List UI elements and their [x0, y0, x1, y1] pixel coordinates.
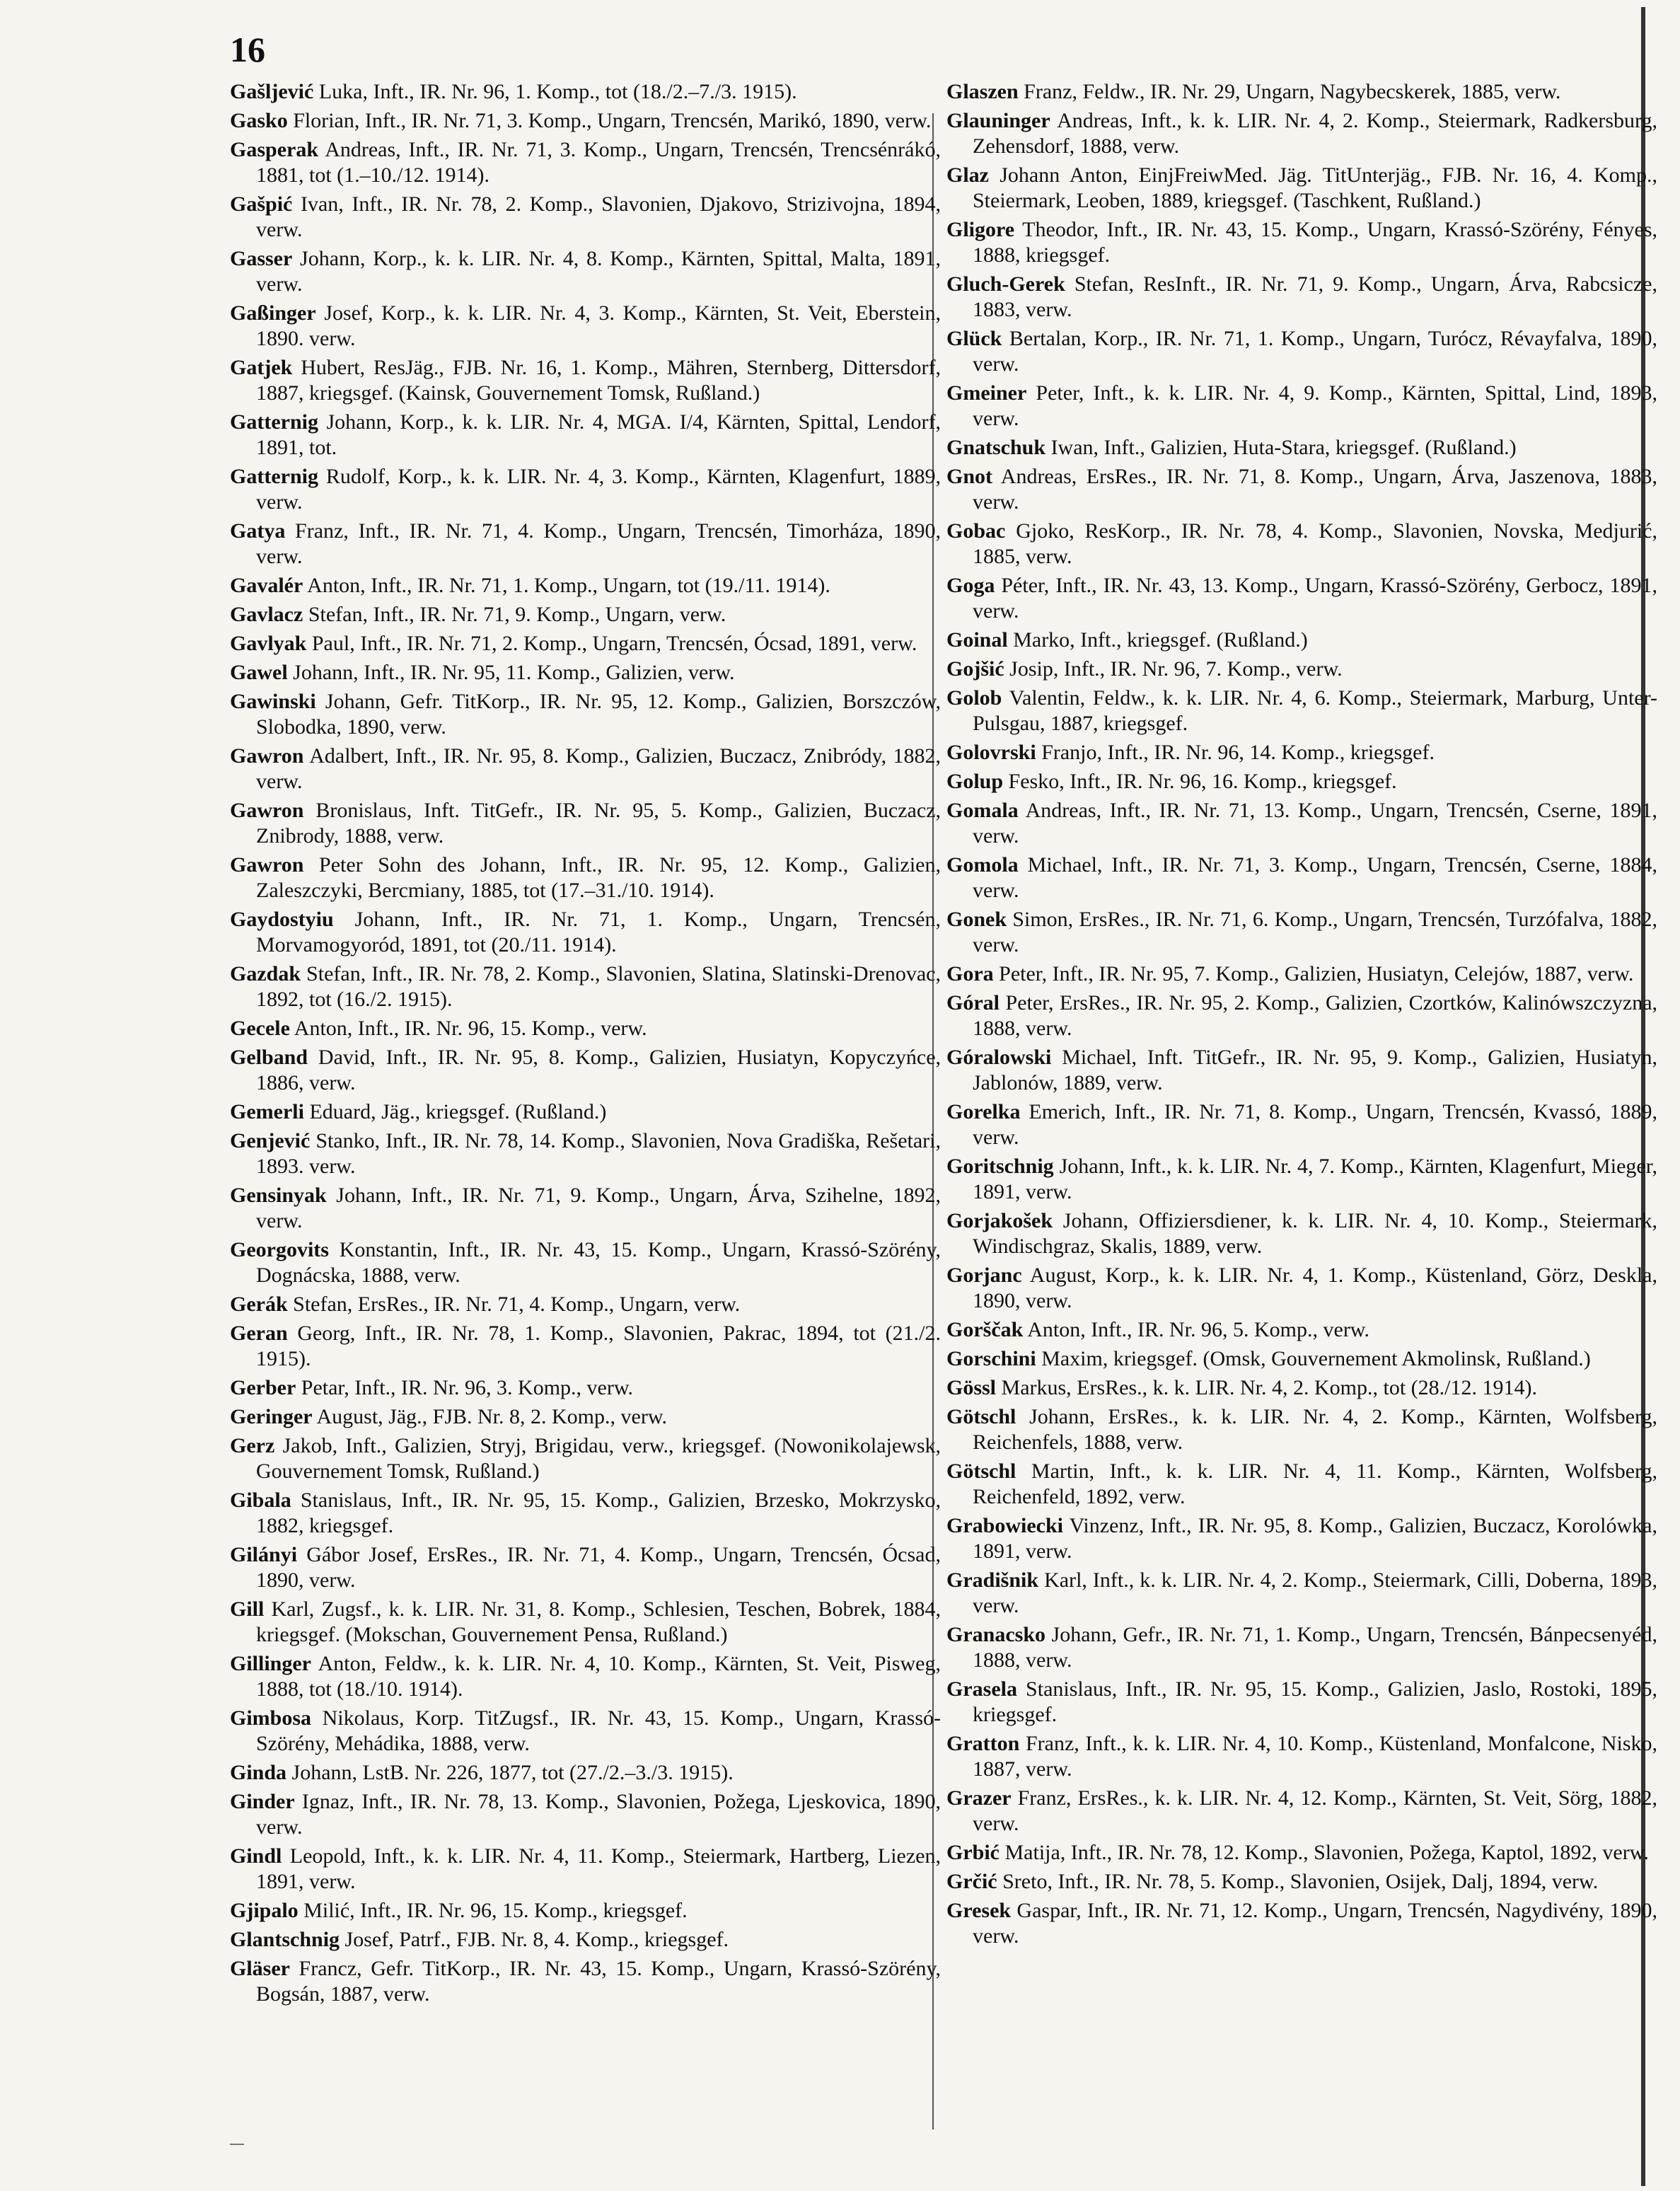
list-entry — [946, 907, 1657, 958]
entry-surname: Gradišnik — [946, 1568, 1039, 1592]
entry-surname: Gnatschuk — [946, 436, 1046, 459]
list-entry — [230, 1927, 941, 1953]
entry-surname: Grčić — [946, 1870, 997, 1893]
entry-details: Eduard, Jäg., kriegsgef. (Rußland.) — [309, 1100, 607, 1123]
entry-details: Stanislaus, Inft., IR. Nr. 95, 15. Komp., Galizien, Brzesko, Mokrzysko, 1882, kriegsgef. — [256, 1488, 942, 1537]
list-entry — [230, 192, 941, 243]
entry-surname: Gašljević — [230, 80, 314, 103]
entry-details: Stefan, Inft., IR. Nr. 78, 2. Komp., Slavonien, Slatina, Slatinski-Drenovac, 1892, tot (16./2. 1915). — [256, 962, 941, 1011]
list-entry — [946, 1045, 1657, 1096]
entry-surname: Góral — [946, 991, 1000, 1014]
entry-details: August, Korp., k. k. LIR. Nr. 4, 1. Komp., Küstenland, Görz, Deskla, 1890, verw. — [973, 1264, 1657, 1312]
list-entry — [230, 410, 941, 461]
entry-surname: Ginder — [230, 1790, 295, 1813]
list-entry — [946, 1317, 1657, 1343]
entry-details: Peter, Inft., k. k. LIR. Nr. 4, 9. Komp., Kärnten, Spittal, Lind, 1893, verw. — [973, 381, 1658, 430]
entry-details: Marko, Inft., kriegsgef. (Rußland.) — [1013, 628, 1308, 652]
entry-surname: Gligore — [946, 218, 1015, 241]
entry-surname: Glauninger — [946, 109, 1050, 132]
list-entry — [230, 1898, 941, 1924]
list-entry — [946, 740, 1657, 765]
list-entry — [946, 1677, 1657, 1728]
entry-surname: Gawron — [230, 744, 304, 768]
list-entry — [946, 798, 1657, 849]
entry-surname: Gorjakošek — [946, 1209, 1053, 1232]
entry-surname: Gillinger — [230, 1652, 311, 1675]
entry-details: Johann, Inft., IR. Nr. 95, 11. Komp., Galizien, verw. — [293, 661, 735, 684]
list-entry — [230, 355, 941, 406]
list-entry — [946, 1869, 1657, 1895]
entry-details: Michael, Inft., IR. Nr. 71, 3. Komp., Ungarn, Trencsén, Cserne, 1884, verw. — [973, 853, 1657, 902]
list-entry — [230, 1375, 941, 1401]
list-entry — [230, 573, 941, 599]
entry-surname: Granacsko — [946, 1623, 1046, 1646]
list-entry — [946, 163, 1657, 214]
entry-surname: Golup — [946, 770, 1004, 793]
list-entry — [946, 961, 1657, 987]
list-entry — [946, 1208, 1657, 1259]
list-entry — [230, 1321, 941, 1372]
footer-mark — [230, 2144, 244, 2145]
entry-surname: Gatya — [230, 519, 286, 543]
list-entry — [230, 1597, 941, 1648]
entry-surname: Gelband — [230, 1046, 308, 1069]
list-entry — [946, 990, 1657, 1041]
entry-details: Markus, ErsRes., k. k. LIR. Nr. 4, 2. Komp., tot (28./12. 1914). — [1001, 1376, 1537, 1399]
list-entry — [230, 1045, 941, 1096]
list-entry — [946, 1731, 1657, 1782]
entry-surname: Gasser — [230, 247, 293, 270]
entry-surname: Gössl — [946, 1376, 997, 1399]
list-entry — [946, 381, 1657, 432]
entry-details: Nikolaus, Korp. TitZugsf., IR. Nr. 43, 15. Komp., Ungarn, Krassó-Szörény, Mehádika, 1888, verw. — [256, 1706, 942, 1755]
entry-details: Peter Sohn des Johann, Inft., IR. Nr. 95, 12. Komp., Galizien, Zaleszczyki, Bercmiany, 1885, tot (17.–31./10. 1914). — [256, 853, 941, 902]
entry-details: Franjo, Inft., IR. Nr. 96, 14. Komp., kriegsgef. — [1041, 741, 1435, 764]
list-entry — [230, 631, 941, 657]
entry-details: Andreas, ErsRes., IR. Nr. 71, 8. Komp., Ungarn, Árva, Jaszenova, 1883, verw. — [973, 465, 1657, 514]
entry-details: Martin, Inft., k. k. LIR. Nr. 4, 11. Komp., Kärnten, Wolfsberg, Reichenfeld, 1892, verw. — [973, 1459, 1658, 1508]
entry-surname: Gluch-Gerek — [946, 272, 1065, 296]
entry-details: Josef, Patrf., FJB. Nr. 8, 4. Komp., kriegsgef. — [344, 1928, 729, 1951]
entry-details: Josef, Korp., k. k. LIR. Nr. 4, 3. Komp., Kärnten, St. Veit, Eberstein, 1890. verw. — [256, 301, 941, 350]
entry-surname: Góralowski — [946, 1046, 1052, 1069]
list-entry — [230, 1128, 941, 1179]
entry-details: Johann, Inft., k. k. LIR. Nr. 4, 7. Komp., Kärnten, Klagenfurt, Mieger, 1891, verw. — [973, 1155, 1657, 1203]
entry-surname: Gawinski — [230, 690, 316, 713]
list-entry — [230, 1433, 941, 1484]
entry-surname: Gawron — [230, 799, 304, 822]
list-entry — [946, 769, 1657, 794]
entry-details: Anton, Inft., IR. Nr. 96, 5. Komp., verw. — [1027, 1318, 1370, 1341]
entry-details: Anton, Inft., IR. Nr. 96, 15. Komp., verw. — [294, 1017, 647, 1040]
entry-details: Hubert, ResJäg., FJB. Nr. 16, 1. Komp., Mähren, Sternberg, Dittersdorf, 1887, kriegsgef. (Kainsk, Gouvernement Tomsk, Rußland.) — [256, 356, 942, 405]
entry-surname: Grazer — [946, 1786, 1012, 1810]
left-column — [230, 79, 941, 2011]
entry-details: Michael, Inft. TitGefr., IR. Nr. 95, 9. Komp., Galizien, Husiatyn, Jablonów, 1889, verw. — [973, 1046, 1657, 1094]
entry-surname: Gatternig — [230, 465, 318, 488]
entry-surname: Gilányi — [230, 1543, 298, 1566]
entry-surname: Goritschnig — [946, 1155, 1054, 1178]
entry-details: Valentin, Feldw., k. k. LIR. Nr. 4, 6. Komp., Steiermark, Marburg, Unter-Pulsgau, 1887, kriegsgef. — [973, 686, 1657, 735]
entry-surname: Gnot — [946, 465, 993, 488]
list-entry — [946, 1459, 1657, 1510]
entry-surname: Gazdak — [230, 962, 301, 985]
entry-details: Johann, Gefr., IR. Nr. 71, 1. Komp., Ungarn, Trencsén, Bánpecsenyéd, 1888, verw. — [973, 1623, 1657, 1672]
entry-details: Stanislaus, Inft., IR. Nr. 95, 15. Komp., Galizien, Jaslo, Rostoki, 1895, kriegsgef. — [973, 1677, 1658, 1726]
entry-surname: Gläser — [230, 1957, 290, 1980]
entry-surname: Gatternig — [230, 410, 318, 434]
entry-surname: Gorščak — [946, 1318, 1024, 1341]
list-entry — [230, 1844, 941, 1895]
entry-details: Ivan, Inft., IR. Nr. 78, 2. Komp., Slavonien, Djakovo, Strizivojna, 1894, verw. — [256, 192, 942, 241]
entry-surname: Götschl — [946, 1459, 1016, 1483]
list-entry — [946, 1622, 1657, 1673]
entry-surname: Gasperak — [230, 138, 319, 161]
entry-surname: Genjević — [230, 1129, 311, 1152]
entry-surname: Gomala — [946, 799, 1019, 822]
entry-details: Luka, Inft., IR. Nr. 96, 1. Komp., tot (18./2.–7./3. 1915). — [318, 80, 797, 103]
entry-details: Bertalan, Korp., IR. Nr. 71, 1. Komp., Ungarn, Turócz, Révayfalva, 1890, verw. — [973, 327, 1657, 376]
entry-surname: Gerber — [230, 1376, 296, 1399]
entry-details: Franz, ErsRes., k. k. LIR. Nr. 4, 12. Komp., Kärnten, St. Veit, Sörg, 1882, verw. — [973, 1786, 1657, 1835]
entry-surname: Gatjek — [230, 356, 293, 379]
entry-details: David, Inft., IR. Nr. 95, 8. Komp., Galizien, Husiatyn, Kopyczyńce, 1886, verw. — [256, 1046, 942, 1094]
list-entry — [230, 1404, 941, 1430]
entry-details: Ignaz, Inft., IR. Nr. 78, 13. Komp., Slavonien, Požega, Ljeskovica, 1890, verw. — [256, 1790, 942, 1839]
list-entry — [946, 1898, 1657, 1949]
entry-details: Andreas, Inft., IR. Nr. 71, 13. Komp., Ungarn, Trencsén, Cserne, 1891, verw. — [973, 799, 1657, 848]
entry-details: Josip, Inft., IR. Nr. 96, 7. Komp., verw. — [1009, 657, 1343, 681]
list-entry — [946, 686, 1657, 736]
list-entry — [946, 1346, 1657, 1372]
entry-surname: Golob — [946, 686, 1002, 710]
entry-details: Anton, Inft., IR. Nr. 71, 1. Komp., Ungarn, tot (19./11. 1914). — [307, 574, 830, 597]
entry-details: Leopold, Inft., k. k. LIR. Nr. 4, 11. Komp., Steiermark, Hartberg, Liezen, 1891, verw. — [256, 1844, 942, 1893]
entry-details: Gjoko, ResKorp., IR. Nr. 78, 4. Komp., Slavonien, Novska, Medjurić, 1885, verw. — [973, 519, 1658, 568]
entry-surname: Gomola — [946, 853, 1019, 877]
list-entry — [946, 657, 1657, 682]
entry-details: Maxim, kriegsgef. (Omsk, Gouvernement Akmolinsk, Rußland.) — [1041, 1347, 1591, 1370]
list-entry — [946, 1375, 1657, 1401]
entry-surname: Gonek — [946, 908, 1007, 931]
entry-details: Johann, Korp., k. k. LIR. Nr. 4, MGA. I/4, Kärnten, Spittal, Lendorf, 1891, tot. — [256, 410, 942, 459]
list-entry — [230, 1956, 941, 2007]
list-entry — [946, 1263, 1657, 1314]
entry-details: Peter, ErsRes., IR. Nr. 95, 2. Komp., Galizien, Czortków, Kalinówszczyzna, 1888, verw. — [973, 991, 1658, 1040]
list-entry — [946, 326, 1657, 377]
entry-surname: Gemerli — [230, 1100, 304, 1123]
list-entry — [230, 1789, 941, 1840]
list-entry — [946, 464, 1657, 515]
entry-details: Theodor, Inft., IR. Nr. 43, 15. Komp., Ungarn, Krassó-Szörény, Fényes, 1888, kriegsgef. — [973, 218, 1658, 267]
entry-details: Paul, Inft., IR. Nr. 71, 2. Komp., Ungarn, Trencsén, Ócsad, 1891, verw. — [311, 632, 917, 655]
entry-surname: Gratton — [946, 1732, 1020, 1755]
entry-surname: Götschl — [946, 1405, 1016, 1428]
list-entry — [230, 744, 941, 794]
entry-surname: Gerz — [230, 1434, 275, 1457]
entry-surname: Gimbosa — [230, 1706, 312, 1730]
list-entry — [946, 1099, 1657, 1150]
entry-details: Karl, Zugsf., k. k. LIR. Nr. 31, 8. Komp., Schlesien, Teschen, Bobrek, 1884, kriegsgef. (Mokschan, Gouvernement Pensa, Rußland.) — [256, 1597, 941, 1646]
entry-details: Adalbert, Inft., IR. Nr. 95, 8. Komp., Galizien, Buczacz, Znibródy, 1882, verw. — [256, 744, 941, 793]
entry-details: Andreas, Inft., IR. Nr. 71, 3. Komp., Ungarn, Trencsén, Trencsénrákó, 1881, tot (1.–10./12. 1914). — [256, 138, 941, 187]
list-entry — [230, 1183, 941, 1234]
entry-surname: Grasela — [946, 1677, 1017, 1701]
entry-details: Fesko, Inft., IR. Nr. 96, 16. Komp., kriegsgef. — [1008, 770, 1397, 793]
entry-details: Johann, Korp., k. k. LIR. Nr. 4, 8. Komp., Kärnten, Spittal, Malta, 1891, verw. — [256, 247, 941, 296]
entry-details: Simon, ErsRes., IR. Nr. 71, 6. Komp., Ungarn, Trencsén, Turzófalva, 1882, verw. — [973, 908, 1657, 956]
entry-details: Johann, Offiziersdiener, k. k. LIR. Nr. 4, 10. Komp., Steiermark, Windischgraz, Skalis, 1889, verw. — [973, 1209, 1657, 1258]
list-entry — [230, 1016, 941, 1041]
entry-details: Gábor Josef, ErsRes., IR. Nr. 71, 4. Komp., Ungarn, Trencsén, Ócsad, 1890, verw. — [256, 1543, 941, 1592]
entry-surname: Gorelka — [946, 1100, 1021, 1123]
list-entry — [946, 1154, 1657, 1205]
entry-details: August, Jäg., FJB. Nr. 8, 2. Komp., verw. — [316, 1405, 668, 1428]
entry-surname: Georgovits — [230, 1238, 329, 1261]
entry-details: Franz, Inft., k. k. LIR. Nr. 4, 10. Komp., Küstenland, Monfalcone, Nisko, 1887, verw. — [973, 1732, 1657, 1781]
list-entry — [946, 1404, 1657, 1455]
entry-surname: Glück — [946, 327, 1002, 350]
entry-details: Johann Anton, EinjFreiwMed. Jäg. TitUnterjäg., FJB. Nr. 16, 4. Komp., Steiermark, Leoben, 1889, kriegsgef. (Taschkent, Rußland.) — [973, 163, 1657, 212]
entry-surname: Gaßinger — [230, 301, 316, 325]
entry-details: Iwan, Inft., Galizien, Huta-Stara, kriegsgef. (Rußland.) — [1050, 436, 1517, 459]
list-entry — [230, 519, 941, 570]
entry-details: Stefan, ResInft., IR. Nr. 71, 9. Komp., Ungarn, Árva, Rabcsicze, 1883, verw. — [973, 272, 1658, 321]
entry-details: Bronislaus, Inft. TitGefr., IR. Nr. 95, 5. Komp., Galizien, Buczacz, Znibrody, 1888, verw. — [256, 799, 942, 848]
entry-surname: Gorjanc — [946, 1264, 1022, 1287]
entry-details: Sreto, Inft., IR. Nr. 78, 5. Komp., Slavonien, Osijek, Dalj, 1894, verw. — [1002, 1870, 1599, 1893]
entry-surname: Goinal — [946, 628, 1008, 652]
list-entry — [230, 602, 941, 628]
entry-details: Rudolf, Korp., k. k. LIR. Nr. 4, 3. Komp., Kärnten, Klagenfurt, 1889, verw. — [256, 465, 942, 514]
entry-details: Konstantin, Inft., IR. Nr. 43, 15. Komp., Ungarn, Krassó-Szörény, Dognácska, 1888, verw. — [256, 1238, 942, 1287]
list-entry — [230, 689, 941, 740]
entry-surname: Glaszen — [946, 80, 1019, 103]
entry-surname: Gasko — [230, 109, 288, 132]
entry-details: Anton, Feldw., k. k. LIR. Nr. 4, 10. Komp., Kärnten, St. Veit, Pisweg, 1888, tot (18./10. 1914). — [256, 1652, 941, 1701]
entry-surname: Gjipalo — [230, 1899, 299, 1922]
entry-surname: Gojšić — [946, 657, 1004, 681]
entry-details: Johann, ErsRes., k. k. LIR. Nr. 4, 2. Komp., Kärnten, Wolfsberg, Reichenfels, 1888, verw. — [973, 1405, 1658, 1454]
entry-surname: Gresek — [946, 1899, 1012, 1922]
list-entry — [230, 961, 941, 1012]
list-entry — [946, 852, 1657, 903]
list-entry — [946, 272, 1657, 323]
entry-details: Vinzenz, Inft., IR. Nr. 95, 8. Komp., Galizien, Buczacz, Korolówka, 1891, verw. — [973, 1514, 1657, 1563]
entry-surname: Gobac — [946, 519, 1006, 543]
list-entry — [230, 108, 941, 134]
entry-details: Franz, Feldw., IR. Nr. 29, Ungarn, Nagybecskerek, 1885, verw. — [1024, 80, 1561, 103]
entry-surname: Gmeiner — [946, 381, 1027, 405]
entry-surname: Glantschnig — [230, 1928, 340, 1951]
entry-details: Karl, Inft., k. k. LIR. Nr. 4, 2. Komp., Steiermark, Cilli, Doberna, 1893, verw. — [973, 1568, 1658, 1617]
entry-details: Johann, Inft., IR. Nr. 71, 9. Komp., Ungarn, Árva, Szihelne, 1892, verw. — [256, 1184, 941, 1232]
entry-details: Georg, Inft., IR. Nr. 78, 1. Komp., Slavonien, Pakrac, 1894, tot (21./2. 1915). — [256, 1322, 941, 1370]
entry-surname: Gill — [230, 1597, 265, 1621]
list-entry — [230, 301, 941, 352]
entry-details: Johann, Inft., IR. Nr. 71, 1. Komp., Ungarn, Trencsén, Morvamogyoród, 1891, tot (20./11. 1914). — [256, 908, 941, 956]
entry-details: Florian, Inft., IR. Nr. 71, 3. Komp., Ungarn, Trencsén, Marikó, 1890, verw. — [293, 109, 932, 132]
list-entry — [230, 907, 941, 958]
list-entry — [946, 79, 1657, 105]
entry-details: Petar, Inft., IR. Nr. 96, 3. Komp., verw. — [301, 1376, 634, 1399]
list-entry — [230, 79, 941, 105]
entry-surname: Gora — [946, 962, 994, 985]
entry-surname: Gaydostyiu — [230, 908, 334, 931]
entry-surname: Gawel — [230, 661, 288, 684]
entry-surname: Grabowiecki — [946, 1514, 1063, 1537]
entry-details: Emerich, Inft., IR. Nr. 71, 8. Komp., Ungarn, Trencsén, Kvassó, 1889, verw. — [973, 1100, 1657, 1149]
entry-details: Stefan, ErsRes., IR. Nr. 71, 4. Komp., Ungarn, verw. — [293, 1293, 741, 1316]
entry-surname: Gavlyak — [230, 632, 307, 655]
entry-details: Milić, Inft., IR. Nr. 96, 15. Komp., kriegsgef. — [303, 1899, 688, 1922]
list-entry — [946, 1513, 1657, 1564]
entry-details: Stefan, Inft., IR. Nr. 71, 9. Komp., Ungarn, verw. — [308, 603, 726, 626]
list-entry — [946, 519, 1657, 570]
entry-surname: Goga — [946, 574, 995, 597]
entry-details: Péter, Inft., IR. Nr. 43, 13. Komp., Ungarn, Krassó-Szörény, Gerbocz, 1891, verw. — [973, 574, 1657, 623]
entry-details: Francz, Gefr. TitKorp., IR. Nr. 43, 15. Komp., Ungarn, Krassó-Szörény, Bogsán, 1887, verw. — [256, 1957, 942, 2006]
entry-details: Franz, Inft., IR. Nr. 71, 4. Komp., Ungarn, Trencsén, Timorháza, 1890, verw. — [256, 519, 941, 568]
entry-surname: Gensinyak — [230, 1184, 327, 1207]
list-entry — [230, 1542, 941, 1593]
entry-surname: Geringer — [230, 1405, 313, 1428]
entry-surname: Gindl — [230, 1844, 282, 1868]
entry-surname: Gorschini — [946, 1347, 1036, 1370]
entry-surname: Gerák — [230, 1293, 288, 1316]
entry-details: Gaspar, Inft., IR. Nr. 71, 12. Komp., Ungarn, Trencsén, Nagydivény, 1890, verw. — [973, 1899, 1658, 1948]
list-entry — [230, 1760, 941, 1786]
entry-surname: Gavalér — [230, 574, 303, 597]
entry-surname: Ginda — [230, 1761, 287, 1784]
list-entry — [230, 1292, 941, 1317]
list-entry — [230, 1099, 941, 1125]
list-entry — [946, 628, 1657, 653]
list-entry — [230, 798, 941, 849]
list-entry — [230, 1237, 941, 1288]
list-entry — [230, 1651, 941, 1702]
list-entry — [230, 852, 941, 903]
list-entry — [230, 137, 941, 188]
entry-surname: Golovrski — [946, 741, 1036, 764]
entry-surname: Gibala — [230, 1488, 291, 1512]
entry-surname: Gašpić — [230, 192, 293, 216]
list-entry — [946, 1840, 1657, 1866]
list-entry — [946, 435, 1657, 461]
list-entry — [230, 660, 941, 686]
list-entry — [946, 1786, 1657, 1837]
right-column — [946, 79, 1657, 1953]
list-entry — [230, 464, 941, 515]
entry-details: Matija, Inft., IR. Nr. 78, 12. Komp., Slavonien, Požega, Kaptol, 1892, verw. — [1004, 1841, 1649, 1864]
list-entry — [946, 108, 1657, 159]
list-entry — [946, 1568, 1657, 1619]
entry-details: Stanko, Inft., IR. Nr. 78, 14. Komp., Slavonien, Nova Gradiška, Rešetari, 1893. verw. — [256, 1129, 942, 1178]
entry-details: Andreas, Inft., k. k. LIR. Nr. 4, 2. Komp., Steiermark, Radkersburg, Zehensdorf, 1888, verw. — [973, 109, 1657, 158]
entry-details: Peter, Inft., IR. Nr. 95, 7. Komp., Galizien, Husiatyn, Celejów, 1887, verw. — [999, 962, 1634, 985]
entry-surname: Grbić — [946, 1841, 1000, 1864]
list-entry — [230, 246, 941, 297]
page-number: 16 — [230, 30, 265, 69]
list-entry — [946, 573, 1657, 624]
entry-surname: Gavlacz — [230, 603, 303, 626]
list-entry — [230, 1706, 941, 1757]
entry-details: Johann, LstB. Nr. 226, 1877, tot (27./2.–3./3. 1915). — [291, 1761, 734, 1784]
entry-surname: Gecele — [230, 1017, 290, 1040]
entry-details: Johann, Gefr. TitKorp., IR. Nr. 95, 12. Komp., Galizien, Borszczów, Slobodka, 1890, verw. — [256, 690, 941, 739]
entry-surname: Gawron — [230, 853, 304, 877]
list-entry — [946, 217, 1657, 268]
entry-surname: Geran — [230, 1322, 288, 1345]
list-entry — [230, 1488, 941, 1539]
entry-details: Jakob, Inft., Galizien, Stryj, Brigidau, verw., kriegsgef. (Nowonikolajewsk, Gouvernement Tomsk, Rußland.) — [256, 1434, 942, 1483]
entry-surname: Glaz — [946, 163, 989, 187]
